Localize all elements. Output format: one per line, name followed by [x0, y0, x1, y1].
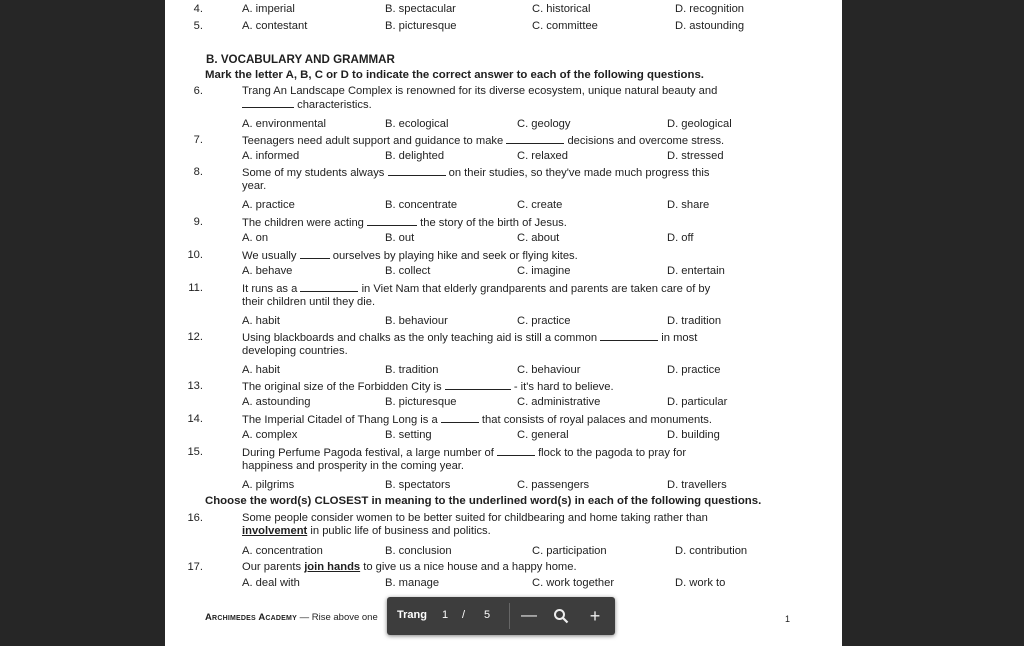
question-7-options	[242, 150, 842, 163]
option-a[interactable]: A. astounding	[242, 396, 311, 408]
option-a[interactable]: A. behave	[242, 265, 293, 277]
zoom-reset-button[interactable]	[549, 604, 573, 628]
option-c[interactable]: C. participation	[532, 545, 607, 557]
question-8-options	[242, 199, 842, 212]
answer-blank	[497, 446, 535, 456]
magnifier-icon	[553, 608, 569, 624]
question-15: 15. During Perfume Pagoda festival, a large number of flock to the pagoda to pray for happiness and prosperity in the coming year.	[187, 446, 687, 472]
question-12-options	[242, 364, 842, 377]
viewer-background-right	[842, 0, 1024, 646]
option-b[interactable]: B. conclusion	[385, 545, 452, 557]
option-d[interactable]: D. contribution	[675, 545, 748, 557]
question-13: 13. The original size of the Forbidden City is - it's hard to believe.	[187, 380, 614, 393]
answer-blank	[242, 98, 294, 108]
option-b[interactable]: B. delighted	[385, 150, 445, 162]
option-a[interactable]: A. habit	[242, 364, 280, 376]
option-c[interactable]: C. committee	[532, 20, 598, 32]
page-separator: /	[462, 609, 466, 621]
option-c[interactable]: C. general	[517, 429, 569, 441]
answer-blank	[367, 216, 417, 226]
current-page-input[interactable]: 1	[442, 609, 449, 621]
option-d[interactable]: D. recognition	[675, 3, 745, 15]
question-7: 7. Teenagers need adult support and guidance to make decisions and overcome stress.	[193, 134, 725, 147]
option-c[interactable]: C. about	[517, 232, 560, 244]
option-b[interactable]: B. manage	[385, 577, 440, 589]
footer-brand: Archimedes Academy	[205, 612, 297, 623]
question-11: 11. It runs as a in Viet Nam that elderly grandparents and parents are taken care of by their children until they die.	[188, 282, 711, 308]
question-11-options	[242, 315, 842, 328]
option-a[interactable]: A. concentration	[242, 545, 323, 557]
total-pages: 5	[484, 609, 491, 621]
zoom-in-button[interactable]: +	[589, 606, 601, 626]
question-10: 10. We usually ourselves by playing hike and seek or flying kites.	[187, 249, 578, 262]
option-c[interactable]: C. relaxed	[517, 150, 568, 162]
option-d[interactable]: D. off	[667, 232, 694, 244]
option-d[interactable]: D. stressed	[667, 150, 724, 162]
question-14: 14. The Imperial Citadel of Thang Long is a that consists of royal palaces and monuments.	[187, 413, 713, 426]
option-c[interactable]: C. practice	[517, 315, 571, 327]
zoom-out-button[interactable]: —	[521, 607, 537, 624]
option-b[interactable]: B. collect	[385, 265, 431, 277]
option-a[interactable]: A. on	[242, 232, 269, 244]
option-c[interactable]: C. passengers	[517, 479, 590, 491]
answer-blank	[600, 331, 658, 341]
option-c[interactable]: C. geology	[517, 118, 571, 130]
answer-blank	[300, 282, 358, 292]
question-14-options	[242, 429, 842, 442]
question-16: 16. Some people consider women to be better suited for childbearing and home taking rather than involvement in public life of business and politics.	[187, 512, 708, 537]
question-9-options	[242, 232, 842, 245]
option-b[interactable]: B. concentrate	[385, 199, 458, 211]
closest-instruction: Choose the word(s) CLOSEST in meaning to the underlined word(s) in each of the following questions.	[205, 495, 762, 507]
question-text: characteristics.	[297, 99, 372, 111]
option-d[interactable]: D. astounding	[675, 20, 745, 32]
question-12: 12. Using blackboards and chalks as the only teaching aid is still a common in most developing countries.	[187, 331, 698, 357]
option-a[interactable]: A. habit	[242, 315, 280, 327]
option-a[interactable]: A. informed	[242, 150, 300, 162]
option-b[interactable]: B. setting	[385, 429, 432, 441]
option-d[interactable]: D. entertain	[667, 265, 725, 277]
option-c[interactable]: C. create	[517, 199, 563, 211]
option-d[interactable]: D. building	[667, 429, 720, 441]
question-15-options	[242, 479, 842, 492]
option-b[interactable]: B. behaviour	[385, 315, 448, 327]
option-a[interactable]: A. imperial	[242, 3, 295, 15]
option-a[interactable]: A. deal with	[242, 577, 300, 589]
page-number: 1	[785, 614, 791, 624]
answer-blank	[445, 380, 511, 390]
answer-blank	[388, 166, 446, 176]
option-b[interactable]: B. out	[385, 232, 415, 244]
section-instruction: Mark the letter A, B, C or D to indicate the correct answer to each of the following questions.	[205, 69, 704, 81]
option-d[interactable]: D. work to	[675, 577, 726, 589]
option-b[interactable]: B. picturesque	[385, 20, 457, 32]
toolbar-divider	[509, 603, 510, 629]
option-d[interactable]: D. geological	[667, 118, 732, 130]
option-b[interactable]: B. spectators	[385, 479, 451, 491]
section-heading: B. VOCABULARY AND GRAMMAR	[206, 53, 395, 66]
question-4-options	[242, 3, 842, 16]
question-17: 17. Our parents join hands to give us a nice house and a happy home.	[187, 561, 577, 573]
question-8: 8. Some of my students always on their studies, so they've made much progress this year.	[193, 166, 710, 192]
option-c[interactable]: C. historical	[532, 3, 591, 15]
viewer-toolbar	[387, 597, 615, 635]
option-c[interactable]: C. work together	[532, 577, 615, 589]
option-c[interactable]: C. behaviour	[517, 364, 581, 376]
option-a[interactable]: A. practice	[242, 199, 295, 211]
option-b[interactable]: B. ecological	[385, 118, 449, 130]
toolbar-page-label: Trang	[397, 609, 427, 621]
option-a[interactable]: A. complex	[242, 429, 298, 441]
question-6: 6. Trang An Landscape Complex is renowned for its diverse ecosystem, unique natural beauty and characteristics.	[193, 85, 718, 111]
option-d[interactable]: D. travellers	[667, 479, 727, 491]
question-10-options	[242, 265, 842, 278]
footer-slogan: — Rise above one	[299, 612, 378, 623]
option-d[interactable]: D. tradition	[667, 315, 722, 327]
question-17-options	[242, 577, 842, 590]
option-a[interactable]: A. environmental	[242, 118, 326, 130]
option-d[interactable]: D. practice	[667, 364, 721, 376]
option-c[interactable]: C. imagine	[517, 265, 571, 277]
underlined-word: join hands	[304, 561, 361, 573]
question-13-options	[242, 396, 842, 409]
page-footer	[205, 612, 378, 623]
option-b[interactable]: B. spectacular	[385, 3, 456, 15]
question-9: 9. The children were acting the story of the birth of Jesus.	[193, 216, 567, 229]
answer-blank	[300, 249, 330, 259]
underlined-word: involvement	[242, 525, 308, 537]
question-text: Trang An Landscape Complex is renowned for its diverse ecosystem, unique natural beauty and	[242, 85, 718, 97]
option-a[interactable]: A. pilgrims	[242, 479, 295, 491]
question-16-options	[242, 545, 842, 558]
question-6-options	[242, 118, 842, 131]
option-b[interactable]: B. picturesque	[385, 396, 457, 408]
option-d[interactable]: D. share	[667, 199, 710, 211]
answer-blank	[441, 413, 479, 423]
question-5-options	[242, 20, 842, 33]
viewer-background-left	[0, 0, 165, 646]
option-a[interactable]: A. contestant	[242, 20, 308, 32]
option-c[interactable]: C. administrative	[517, 396, 601, 408]
answer-blank	[506, 134, 564, 144]
document-page: 4. A. imperial B. spectacular C. historical D. recognition 5. A. contestant B. picturesque C. committee D. astounding B. VOCABULARY AND GRAMMAR Mark the letter A, B, C or D to indicate the correct answer to each of the following questions. 6. Trang An Landscape Complex is renowned for its diverse ecosystem, unique natural beauty and characteristics. A. environmental B. ecological C. geology D. geological 7. Teenagers need adult support and guidance to make decisions and overcome stress. A. informed B. delighted C. relaxed D. stressed 8. Some of my students always on their studies, so they've made much progress this year. A. practice B. concentrate C. create D. share 9. The children were acting the story of the birth of Jesus. A. on B. out C. about D. off 10. We usually ourselves by playing hike and seek or flying kites. A. behave B. collect C. imagine D. entertain 11. It runs as a in Viet Nam that elderly grandparents and parents are taken care of by their children until they die. A. habit B. behaviour C. practice D. tradition 12. Using blackboards and chalks as the only teaching aid is still a common in most developing countries. A. habit B. tradition C. behaviour D. practice 13. The original size of the Forbidden City is - it's hard to believe. A. astounding B. picturesque C. administrative D. particular 14. The Imperial Citadel of Thang Long is a that consists of royal palaces and monuments. A. complex B. setting C. general D. building 15. During Perfume Pagoda festival, a large number of flock to the pagoda to pray for happiness and prosperity in the coming year. A. pilgrims B. spectators C. passengers D. travellers Choose the word(s) CLOSEST in meaning to the underlined word(s) in each of the following questions. 16. Some people consider women to be better suited for childbearing and home taking rather than involvement in public life of business and politics. A. concentration B. conclusion C. participation D. contribution 17. Our parents join hands to give us a nice house and a happy home. A. deal with B. manage C. work together D. work to Archimedes Academy — Rise above one 1	[165, 0, 842, 646]
option-b[interactable]: B. tradition	[385, 364, 439, 376]
option-d[interactable]: D. particular	[667, 396, 728, 408]
